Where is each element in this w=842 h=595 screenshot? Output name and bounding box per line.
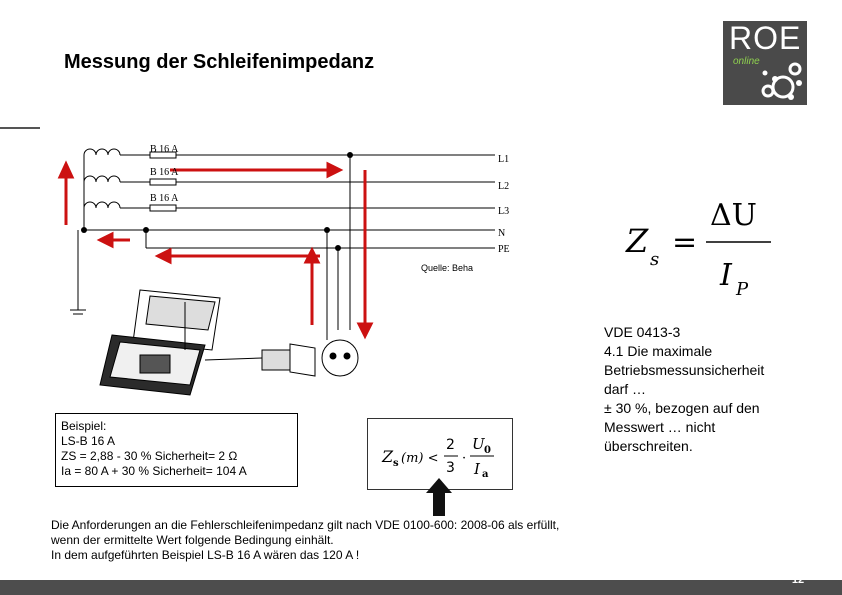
svg-text:I: I [474, 460, 480, 478]
vde-line: überschreiten. [604, 438, 693, 454]
source-note: Quelle: Beha [421, 263, 474, 273]
breaker-label: B 16 A [150, 167, 179, 178]
svg-text:s: s [650, 249, 660, 270]
svg-text:(m) <: (m) < [401, 451, 439, 466]
svg-text:ΔU: ΔU [710, 198, 757, 233]
svg-text:P: P [736, 279, 749, 300]
circuit-diagram [0, 130, 600, 400]
vde-line: Betriebsmessunsicherheit [604, 362, 765, 378]
svg-text:0: 0 [484, 445, 491, 456]
page-number: 12 [791, 574, 805, 586]
up-arrow-icon [424, 477, 454, 517]
example-box [55, 413, 298, 487]
title-divider [0, 127, 40, 129]
vde-line: darf … [604, 381, 647, 397]
svg-text:=: = [672, 225, 698, 260]
svg-text:Z: Z [382, 447, 394, 466]
breaker-label: B 16 A [150, 144, 179, 155]
example-line: ZS = 2,88 - 30 % Sicherheit= 2 Ω [61, 449, 238, 463]
line-label-l1: L1 [498, 154, 510, 165]
vde-note [604, 323, 824, 456]
logo-text: ROE [729, 20, 802, 56]
vde-line: ± 30 %, bezogen auf den [604, 400, 760, 416]
logo-subtext: online [733, 56, 760, 67]
example-line: Ia = 80 A + 30 % Sicherheit= 104 A [61, 464, 247, 478]
line-label-pe: PE [498, 244, 510, 255]
conclusion-text [51, 518, 559, 563]
example-line: Beispiel: [61, 419, 107, 433]
svg-text:3: 3 [446, 460, 455, 476]
svg-text:·: · [462, 451, 467, 466]
svg-text:Z: Z [626, 222, 649, 260]
conclusion-line: wenn der ermittelte Wert folgende Bedingung einhält. [51, 533, 334, 547]
line-label-l2: L2 [498, 181, 510, 192]
svg-text:a: a [482, 469, 489, 480]
svg-text:I: I [720, 258, 732, 293]
breaker-label: B 16 A [150, 193, 179, 204]
vde-heading: VDE 0413-3 [604, 324, 681, 340]
page-title: Messung der Schleifenimpedanz [64, 51, 375, 73]
svg-text:s: s [393, 458, 399, 469]
conclusion-line: Die Anforderungen an die Fehlerschleifenimpedanz gilt nach VDE 0100-600: 2008-06 als erfüllt, [51, 518, 560, 532]
svg-text:U: U [472, 435, 485, 453]
vde-line: Messwert … nicht [604, 419, 716, 435]
example-line: LS-B 16 A [61, 434, 116, 448]
conclusion-line: In dem aufgeführten Beispiel LS-B 16 A wären das 120 A ! [51, 548, 360, 562]
impedance-formula [618, 195, 798, 305]
svg-text:2: 2 [446, 437, 455, 453]
footer-bar [0, 580, 842, 595]
line-label-n: N [498, 228, 506, 239]
line-label-l3: L3 [498, 206, 510, 217]
vde-line: 4.1 Die maximale [604, 343, 713, 359]
